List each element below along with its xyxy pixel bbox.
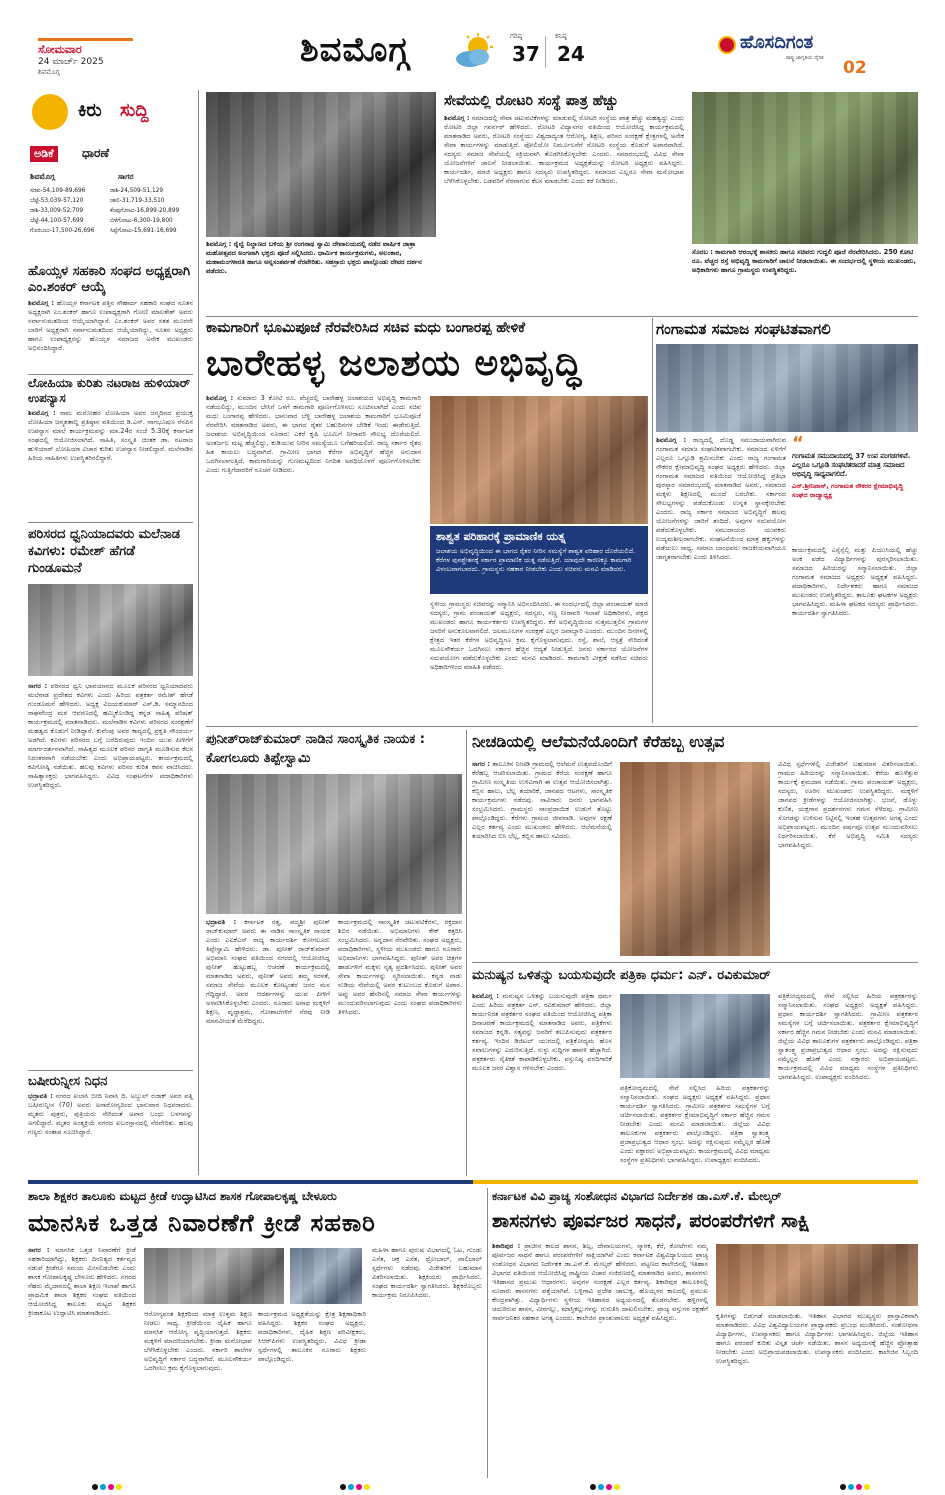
gangamata-text-c: ಕಾರ್ಯಕ್ರಮದಲ್ಲಿ ಎಸ್ಸೆಸ್ಸೆಲ್ಸಿ ಮತ್ತು ಪಿಯುಸಿಯಲ್ಲಿ ಹೆಚ್ಚು ಅಂಕ ಪಡೆದ ವಿದ್ಯಾರ್ಥಿಗಳನ್ನು ಪುರಸ್ಕರಿಸಲಾಯಿತು. ಸಮಾಜದ ಹಿರಿಯರನ್ನು ಸನ್ಮಾನಿಸಲಾಯಿತು. ಜಿಲ್ಲಾ ಗಂಗಾಮತ ಸಮಾಜದ ಅಧ್ಯಕ್ಷರು ಅಧ್ಯಕ್ಷತೆ ವಹಿಸಿದ್ದರು. ಪದಾಧಿಕಾರಿಗಳು, ನಿರ್ದೇಶಕರು ಹಾಗೂ ಸಮಾಜದ ಮುಖಂಡರು ಉಪಸ್ಥಿತರಿದ್ದರು. ತಾಲೂಕು ಘಟಕಗಳ ಅಧ್ಯಕ್ಷರು ಭಾಗವಹಿಸಿದ್ದರು. ಮಹಿಳಾ ಘಟಕದ ಸದಸ್ಯರು ಪ್ರಾರ್ಥಿಸಿದರು. ಕಾರ್ಯದರ್ಶಿ ಸ್ವಾಗತಿಸಿದರು. <box>792 546 918 617</box>
melkar-body-a <box>492 1242 708 1474</box>
reg-dot <box>356 1484 362 1490</box>
ravikumar-text-a: ಮನುಷ್ಯನ ಒಳಿತನ್ನು ಬಯಸುವುದೇ ಪತ್ರಿಕಾ ಧರ್ಮ ಎಂದು ಹಿರಿಯ ಪತ್ರಕರ್ತ ಎನ್. ರವಿಕುಮಾರ್ ಹೇಳಿದರು. ಜಿಲ್ಲಾ ಕಾರ್ಯನಿರತ ಪತ್ರಕರ್ತರ ಸಂಘದ ವತಿಯಿಂದ ಆಯೋಜಿಸಿದ್ದ ಪತ್ರಿಕಾ ದಿನಾಚರಣೆ ಕಾರ್ಯಕ್ರಮದಲ್ಲಿ ಮಾತನಾಡಿದ ಅವರು, ಪತ್ರಿಕೆಗಳು ಸಮಾಜದ ಕನ್ನಡಿ. ಸತ್ಯವನ್ನು ಜನರಿಗೆ ತಲುಪಿಸುವುದು ಪತ್ರಕರ್ತರ ಕರ್ತವ್ಯ. ಇಂದಿನ ಡಿಜಿಟಲ್ ಯುಗದಲ್ಲಿ ಪತ್ರಿಕೋದ್ಯಮ ಹೊಸ ಸವಾಲುಗಳನ್ನು ಎದುರಿಸುತ್ತಿದೆ. ಸುಳ್ಳು ಸುದ್ದಿಗಳ ಹಾವಳಿ ಹೆಚ್ಚಾಗಿದೆ. ಪತ್ರಕರ್ತರು ನೈತಿಕತೆ ಕಾಪಾಡಿಕೊಳ್ಳಬೇಕು. ವಸ್ತುನಿಷ್ಠ ವರದಿಗಾರಿಕೆ ಮೂಲಕ ಜನರ ವಿಶ್ವಾಸ ಗಳಿಸಬೇಕು ಎಂದರು. <box>472 992 612 1072</box>
keredu-dateline: ಸಾಗರ : <box>472 760 491 768</box>
keredu-photo <box>620 762 770 956</box>
lead-kicker: ಕಾಮಗಾರಿಗೆ ಭೂಮಿಪೂಜೆ ನೆರವೇರಿಸಿದ ಸಚಿವ ಮಧು ಬಂಗಾರಪ್ಪ ಹೇಳಿಕೆ <box>206 320 526 336</box>
melkar-photo <box>716 1244 918 1306</box>
ravikumar-body-b <box>620 1084 770 1174</box>
gangamata-dateline: ಶಿವಮೊಗ್ಗ : <box>656 436 687 444</box>
gangamata-text-b: ರಾಜ್ಯ ಸರ್ಕಾರ ಸಮಾಜದ ಅಭಿವೃದ್ಧಿಗೆ ಹಲವು ಯೋಜನೆಗಳನ್ನು ಜಾರಿಗೆ ತಂದಿದೆ. ಅವುಗಳ ಸದುಪಯೋಗ ಪಡೆದುಕೊಳ್ಳಬೇಕು. ಸಮುದಾಯದ ಯುವಕರು ಉದ್ಯಮಶೀಲರಾಗಬೇಕು. ಸಂಘಟನೆಯಿಂದ ಮಾತ್ರ ಹಕ್ಕುಗಳನ್ನು ಪಡೆಯಲು ಸಾಧ್ಯ. ಸಮಾಜ ಬಾಂಧವರು ರಾಜಕೀಯವಾಗಿಯೂ ಜಾಗೃತರಾಗಬೇಕು ಎಂದು ತಿಳಿಸಿದರು. <box>656 508 786 561</box>
lead-photo <box>430 396 648 524</box>
temp-divider <box>545 36 546 68</box>
adike-row <box>30 226 195 236</box>
lead-quote-body: ಜಲಾಶಯ ಅಭಿವೃದ್ಧಿಯಿಂದ ಈ ಭಾಗದ ರೈತರ ನೀರಿನ ಸಮಸ್ಯೆಗೆ ಶಾಶ್ವತ ಪರಿಹಾರ ದೊರೆಯಲಿದೆ. ಕೆರೆಗಳ ಪುನಶ್ಚೇತನಕ್ಕೆ ಸರ್ಕಾರ ಪ್ರಾಮಾಣಿಕ ಯತ್ನ ನಡೆಸುತ್ತಿದೆ. ಯಾವುದೇ ಕಾರಣಕ್ಕೂ ಕಾಮಗಾರಿ ವಿಳಂಬವಾಗಬಾರದು. ಗ್ರಾಮಸ್ಥರು ಸಹಕಾರ ನೀಡಬೇಕು ಎಂದು ಸಚಿವರು ಮನವಿ ಮಾಡಿದರು. <box>436 547 636 573</box>
road-photo <box>692 92 918 244</box>
gangamata-quote <box>792 433 918 540</box>
header-date-box <box>38 38 133 76</box>
left-story-3 <box>28 526 193 1086</box>
puneeth-photo <box>206 774 462 914</box>
sports-body-d <box>372 1246 482 1474</box>
reg-dot <box>590 1484 596 1490</box>
left-story-4-body <box>28 1092 193 1166</box>
gangamata-photo <box>656 344 918 432</box>
hand-icon <box>32 94 68 130</box>
kirusuddi-label-a: ಕಿರು <box>78 100 102 121</box>
adike-cell: ಬೆಟ್ಟೆ-44,100-57,699 <box>30 218 84 224</box>
left-story-2-text: ರಾಮ ಮನೋಹರ ಲೋಹಿಯಾ ಅವರ ಜನ್ಮದಿನದ ಪ್ರಯುಕ್ತ ಲೋಹಿಯಾ ಜನ್ಮಶತಾಬ್ದಿ ಪ್ರತಿಷ್ಠಾನ ವತಿಯಿಂದ ಡಿ.ಎನ್. ನಾಗಭೂಷಣ ನೆನಪಿನ ಉಪನ್ಯಾಸ ಮಾಲೆ ಕಾರ್ಯಕ್ರಮವನ್ನು ಮಾ.24ರ ಸಂಜೆ 5.30ಕ್ಕೆ ಕರ್ನಾಟಕ ಸಂಘದಲ್ಲಿ ಆಯೋಜಿಸಲಾಗಿದೆ. ಸಾಹಿತಿ, ಸಂಸ್ಕೃತಿ ಚಿಂತಕ ಡಾ. ನಟರಾಜ ಹುಳಿಯಾರ್ ಲೋಹಿಯಾ ವಿಚಾರ ಕುರಿತು ಉಪನ್ಯಾಸ ನೀಡಲಿದ್ದಾರೆ. ಮಲೆನಾಡಿನ ಹಿರಿಯ ಸಾಹಿತಿಗಳು ಉಪಸ್ಥಿತರಿರಲಿದ್ದಾರೆ. <box>28 409 193 462</box>
registration-marks <box>0 1484 945 1492</box>
header-edition: ಶಿವಮೊಗ್ಗ <box>38 68 60 76</box>
adike-cell: ಸರಕು-54,109-89,696 <box>30 188 86 194</box>
reg-dot <box>348 1484 354 1490</box>
header <box>0 0 945 82</box>
melkar-text-c: ಕೃತಿಗಳನ್ನು ಬಿಡುಗಡೆ ಮಾಡಲಾಯಿತು. ಇತಿಹಾಸ ವಿಭಾಗದ ಮುಖ್ಯಸ್ಥರು ಪ್ರಾಸ್ತಾವಿಕವಾಗಿ ಮಾತನಾಡಿದರು. ವಿವಿಧ ವಿಶ್ವವಿದ್ಯಾಲಯಗಳ ಪ್ರಾಧ್ಯಾಪಕರು ಪ್ರಬಂಧ ಮಂಡಿಸಿದರು. ಸಂಶೋಧನಾ ವಿದ್ಯಾರ್ಥಿಗಳು, ಉಪನ್ಯಾಸಕರು ಹಾಗೂ ವಿದ್ಯಾರ್ಥಿಗಳು ಭಾಗವಹಿಸಿದ್ದರು. ಜಿಲ್ಲೆಯ ಇತಿಹಾಸ ಹಾಗೂ ಪರಂಪರೆ ಕುರಿತು ವಿಸ್ತೃತ ಚರ್ಚೆ ನಡೆಯಿತು. ಶಾಸನ ಅಧ್ಯಯನಕ್ಕೆ ಹೆಚ್ಚಿನ ಪ್ರೋತ್ಸಾಹ ನೀಡಬೇಕು ಎಂದು ಅಭಿಪ್ರಾಯಪಡಲಾಯಿತು. ಉಪನ್ಯಾಸಕರು ವಂದಿಸಿದರು. ಕಾಲೇಜಿನ ಸಿಬ್ಬಂದಿ ಉಪಸ್ಥಿತರಿದ್ದರು. <box>716 1312 918 1365</box>
logo-icon <box>718 36 736 54</box>
ravikumar-head: ಮನುಷ್ಯನ ಒಳಿತನ್ನು ಬಯಸುವುದೇ ಪತ್ರಿಕಾ ಧರ್ಮ: ಎನ್. ರವಿಕುಮಾರ್ <box>472 968 771 983</box>
sports-body-b <box>144 1310 252 1474</box>
header-day: ಸೋಮವಾರ <box>38 43 82 56</box>
left-story-2-head: ಲೋಹಿಯಾ ಕುರಿತು ನಟರಾಜ ಹುಳಿಯಾರ್ ಉಪನ್ಯಾಸ <box>28 376 191 405</box>
ravikumar-text-c: ಪತ್ರಿಕೋದ್ಯಮದಲ್ಲಿ ಸೇವೆ ಸಲ್ಲಿಸಿದ ಹಿರಿಯ ಪತ್ರಕರ್ತರನ್ನು ಸನ್ಮಾನಿಸಲಾಯಿತು. ಸಂಘದ ಅಧ್ಯಕ್ಷರು ಅಧ್ಯಕ್ಷತೆ ವಹಿಸಿದ್ದರು. ಪ್ರಧಾನ ಕಾರ್ಯದರ್ಶಿ ಸ್ವಾಗತಿಸಿದರು. ಗ್ರಾಮೀಣ ಪತ್ರಕರ್ತರ ಸಮಸ್ಯೆಗಳ ಬಗ್ಗೆ ಚರ್ಚಿಸಲಾಯಿತು. ಪತ್ರಕರ್ತರ ಕ್ಷೇಮಾಭಿವೃದ್ಧಿಗೆ ಸರ್ಕಾರ ಹೆಚ್ಚಿನ ಗಮನ ನೀಡಬೇಕು ಎಂದು ಮನವಿ ಮಾಡಲಾಯಿತು. ಜಿಲ್ಲೆಯ ವಿವಿಧ ತಾಲೂಕುಗಳ ಪತ್ರಕರ್ತರು ಪಾಲ್ಗೊಂಡಿದ್ದರು. ಪತ್ರಿಕಾ ಸ್ವಾತಂತ್ರ್ಯ ಪ್ರಜಾಪ್ರಭುತ್ವದ ಆಧಾರ ಸ್ತಂಭ. ಅದನ್ನು ರಕ್ಷಿಸುವುದು ನಮ್ಮೆಲ್ಲರ ಹೊಣೆ ಎಂದು ವಕ್ತಾರರು ಅಭಿಪ್ರಾಯಪಟ್ಟರು. ಕಾರ್ಯಕ್ರಮದಲ್ಲಿ ವಿವಿಧ ಮಾಧ್ಯಮ ಸಂಸ್ಥೆಗಳ ಪ್ರತಿನಿಧಿಗಳು ಭಾಗವಹಿಸಿದ್ದರು. ಉಪಾಧ್ಯಕ್ಷರು ವಂದಿಸಿದರು. <box>778 992 918 1081</box>
quote-icon: “ <box>792 433 804 454</box>
max-temp-label: ಗರಿಷ್ಠ <box>510 32 523 40</box>
header-date: 24 ಮಾರ್ಚ್ 2025 <box>38 57 104 67</box>
divider <box>28 522 193 523</box>
ravikumar-photo <box>620 994 770 1078</box>
left-story-4-dateline: ಭದ್ರಾವತಿ : <box>28 1092 53 1100</box>
left-story-1-body <box>28 299 193 369</box>
ravikumar-body-a <box>472 992 612 1174</box>
rotary-story <box>444 92 684 314</box>
ravikumar-body-c <box>778 992 918 1174</box>
lead-dateline: ಶಿವಮೊಗ್ಗ : <box>206 394 234 402</box>
keredu-text-b: ವಿವಿಧ ಸ್ಪರ್ಧೆಗಳಲ್ಲಿ ವಿಜೇತರಿಗೆ ಬಹುಮಾನ ವಿತರಿಸಲಾಯಿತು. ಗ್ರಾಮದ ಹಿರಿಯರನ್ನು ಸನ್ಮಾನಿಸಲಾಯಿತು. ಕೆರೆಯ ಹೂಳೆತ್ತುವ ಕಾರ್ಯಕ್ಕೆ ಶ್ರಮದಾನ ನಡೆಯಿತು. ಗ್ರಾಮ ಪಂಚಾಯತ್ ಅಧ್ಯಕ್ಷರು, ಸದಸ್ಯರು, ಊರಿನ ಮುಖಂಡರು ಉಪಸ್ಥಿತರಿದ್ದರು. ಮಕ್ಕಳಿಗೆ ಜಾನಪದ ಕ್ರೀಡೆಗಳನ್ನು ಆಯೋಜಿಸಲಾಗಿತ್ತು. ಭಜನೆ, ಡೊಳ್ಳು ಕುಣಿತ, ಯಕ್ಷಗಾನ ಪ್ರದರ್ಶನಗಳು ಗಮನ ಸೆಳೆದವು. ಗ್ರಾಮೀಣ ಸೊಗಡನ್ನು ಉಳಿಸುವ ನಿಟ್ಟಿನಲ್ಲಿ ಇಂತಹ ಉತ್ಸವಗಳು ಅಗತ್ಯ ಎಂದು ಅಭಿಪ್ರಾಯಪಟ್ಟರು. ಮುಂದಿನ ವರ್ಷವೂ ಉತ್ಸವ ಮುಂದುವರಿಸಲು ನಿರ್ಧರಿಸಲಾಯಿತು. ಕೆರೆ ಅಭಿವೃದ್ಧಿ ಸಮಿತಿ ಸದಸ್ಯರು ಭಾಗವಹಿಸಿದ್ದರು. <box>778 760 918 849</box>
reg-dot <box>108 1484 114 1490</box>
rotary-dateline: ಶಿವಮೊಗ್ಗ : <box>444 114 470 122</box>
sports-text-d: ಮಹಿಳಾ ಹಾಗೂ ಪುರುಷ ವಿಭಾಗದಲ್ಲಿ ಓಟ, ಗುಂಡು ಎಸೆತ, ಚಕ್ರ ಎಸೆತ, ಥ್ರೋಬಾಲ್, ವಾಲಿಬಾಲ್ ಸ್ಪರ್ಧೆಗಳು ನಡೆದವು. ವಿಜೇತರಿಗೆ ಬಹುಮಾನ ವಿತರಿಸಲಾಯಿತು. ಶಿಕ್ಷಕಿಯರು ಪ್ರಾರ್ಥಿಸಿದರು. ಸಂಘದ ಕಾರ್ಯದರ್ಶಿ ಸ್ವಾಗತಿಸಿದರು. ಶಿಕ್ಷಕರೊಬ್ಬರು ಕಾರ್ಯಕ್ರಮ ನಿರೂಪಿಸಿದರು. <box>372 1246 482 1299</box>
adike-title-a: ಅಡಿಕೆ <box>30 146 58 162</box>
masthead: ಶಿವಮೊಗ್ಗ <box>300 30 410 70</box>
ravikumar-text-b: ಪತ್ರಿಕೋದ್ಯಮದಲ್ಲಿ ಸೇವೆ ಸಲ್ಲಿಸಿದ ಹಿರಿಯ ಪತ್ರಕರ್ತರನ್ನು ಸನ್ಮಾನಿಸಲಾಯಿತು. ಸಂಘದ ಅಧ್ಯಕ್ಷರು ಅಧ್ಯಕ್ಷತೆ ವಹಿಸಿದ್ದರು. ಪ್ರಧಾನ ಕಾರ್ಯದರ್ಶಿ ಸ್ವಾಗತಿಸಿದರು. ಗ್ರಾಮೀಣ ಪತ್ರಕರ್ತರ ಸಮಸ್ಯೆಗಳ ಬಗ್ಗೆ ಚರ್ಚಿಸಲಾಯಿತು. ಪತ್ರಕರ್ತರ ಕ್ಷೇಮಾಭಿವೃದ್ಧಿಗೆ ಸರ್ಕಾರ ಹೆಚ್ಚಿನ ಗಮನ ನೀಡಬೇಕು ಎಂದು ಮನವಿ ಮಾಡಲಾಯಿತು. ಜಿಲ್ಲೆಯ ವಿವಿಧ ತಾಲೂಕುಗಳ ಪತ್ರಕರ್ತರು ಪಾಲ್ಗೊಂಡಿದ್ದರು. ಪತ್ರಿಕಾ ಸ್ವಾತಂತ್ರ್ಯ ಪ್ರಜಾಪ್ರಭುತ್ವದ ಆಧಾರ ಸ್ತಂಭ. ಅದನ್ನು ರಕ್ಷಿಸುವುದು ನಮ್ಮೆಲ್ಲರ ಹೊಣೆ ಎಂದು ವಕ್ತಾರರು ಅಭಿಪ್ರಾಯಪಟ್ಟರು. ಕಾರ್ಯಕ್ರಮದಲ್ಲಿ ವಿವಿಧ ಮಾಧ್ಯಮ ಸಂಸ್ಥೆಗಳ ಪ್ರತಿನಿಧಿಗಳು ಭಾಗವಹಿಸಿದ್ದರು. ಉಪಾಧ್ಯಕ್ಷರು ವಂದಿಸಿದರು. <box>620 1084 770 1164</box>
left-story-3-text: ಪರಿಸರದ ಧ್ವನಿ ಭಾವಯಾನದ ಮೂಲಕ ಪರಿಸರದ ಧ್ವನಿಯಾದವರು ಮಲೆನಾಡ ಪ್ರದೇಶದ ಕವಿಗಳು ಎಂದು ಹಿರಿಯ ಪತ್ರಕರ್ತ ರಮೇಶ್ ಹೆಗಡೆ ಗುಂಡೂಮನೆ ಹೇಳಿದರು. ಅಧ್ಯಕ್ಷ ವಿಜಯಕುಮಾರ್ ಎಸ್.ಡಿ. ಸಮ್ಮಾನದಿಂದ ರಾಘವೇಂದ್ರ ಮಠ ಆವರಣದಲ್ಲಿ ಹಮ್ಮಿಕೊಂಡಿದ್ದ ಕನ್ನಡ ಸಾಹಿತ್ಯ ಪರಿಷತ್ ಕಾರ್ಯಕ್ರಮದಲ್ಲಿ ಮಾತನಾಡಿದರು. ಮಲೆನಾಡಿನ ಕವಿಗಳು ಪರಿಸರದ ಸಂರಕ್ಷಣೆಗೆ ಮಹತ್ವದ ಕೊಡುಗೆ ನೀಡಿದ್ದಾರೆ. ಕುವೆಂಪು ಅವರ ಕಾವ್ಯದಲ್ಲಿ ಪ್ರಕೃತಿ ಸೌಂದರ್ಯ ಅಡಗಿದೆ. ಕವಿಗಳು ಪರಿಸರದ ಬಗ್ಗೆ ಬರೆದಿರುವುದು ಇಂದಿನ ಯುವ ಪೀಳಿಗೆಗೆ ಮಾರ್ಗದರ್ಶನವಾಗಿದೆ. ಸಾಹಿತ್ಯದ ಮೂಲಕ ಪರಿಸರ ಜಾಗೃತಿ ಮೂಡಿಸುವ ಕೆಲಸ ನಿರಂತರವಾಗಿ ನಡೆಯಬೇಕು ಎಂದು ಅಭಿಪ್ರಾಯಪಟ್ಟರು. ಕಾರ್ಯಕ್ರಮದಲ್ಲಿ ಕವಿಗೋಷ್ಠಿ ನಡೆಯಿತು. ಹಲವು ಕವಿಗಳು ಪರಿಸರ ಕುರಿತ ಕವನ ವಾಚಿಸಿದರು. ಸಾಹಿತ್ಯಾಸಕ್ತರು ಭಾಗವಹಿಸಿದ್ದರು. ವಿವಿಧ ಸಂಘಟನೆಗಳ ಪದಾಧಿಕಾರಿಗಳು ಉಪಸ್ಥಿತರಿದ್ದರು. <box>28 682 193 789</box>
page-number: 02 <box>843 58 867 78</box>
adike-cell: ಬೆಟ್ಟೆ-53,039-57,120 <box>30 198 84 204</box>
sports-kicker: ಶಾಲಾ ಶಿಕ್ಷಕರ ತಾಲೂಕು ಮಟ್ಟದ ಕ್ರೀಡೆ ಉದ್ಘಾಟಿಸಿದ ಶಾಸಕ ಗೋಪಾಲಕೃಷ್ಣ ಬೇಳೂರು <box>28 1189 337 1203</box>
reg-dot <box>864 1484 870 1490</box>
bottom-band-bar <box>28 1180 918 1184</box>
divider <box>472 962 918 963</box>
adike-cell: ಗೊರಬಲು-17,500-26,696 <box>30 228 95 234</box>
reg-dot <box>92 1484 98 1490</box>
adike-row <box>30 206 195 216</box>
keredu-body-a <box>472 760 612 956</box>
reg-dot <box>856 1484 862 1490</box>
paper-name: ಹೊಸದಿಗಂತ <box>740 32 814 53</box>
adike-cell: ಬಿಳೆಗೋಟು-6,300-19,800 <box>110 218 173 224</box>
reg-dot <box>840 1484 846 1490</box>
road-caption-text: ಕಾಮಗಾರಿ ಆರಂಭಕ್ಕೆ ಶಾಸಕರು ಹಾಗೂ ಸಚಿವರು ಗುದ್ದಲಿ ಪೂಜೆ ನೆರವೇರಿಸಿದರು. 250 ಕೋಟಿ ರೂ. ವೆಚ್ಚದ ರಸ್ತೆ ಅಭಿವೃದ್ಧಿ ಕಾಮಗಾರಿಗೆ ಚಾಲನೆ ನೀಡಲಾಯಿತು. ಈ ಸಂದರ್ಭದಲ್ಲಿ ಸ್ಥಳೀಯ ಮುಖಂಡರು, ಅಧಿಕಾರಿಗಳು ಹಾಗೂ ಗ್ರಾಮಸ್ಥರು ಉಪಸ್ಥಿತರಿದ್ದರು. <box>692 248 916 274</box>
adike-row <box>30 186 195 196</box>
gangamata-story <box>656 318 918 723</box>
lead-text-b: ಸ್ಥಳೀಯ ಗ್ರಾಮಸ್ಥರು ಸಚಿವರನ್ನು ಸನ್ಮಾನಿಸಿ ಅಭಿನಂದಿಸಿದರು. ಈ ಸಂದರ್ಭದಲ್ಲಿ ಜಿಲ್ಲಾ ಪಂಚಾಯತ್ ಮಾಜಿ ಸದಸ್ಯರು, ಗ್ರಾಮ ಪಂಚಾಯತ್ ಅಧ್ಯಕ್ಷರು, ಸದಸ್ಯರು, ಸಣ್ಣ ನೀರಾವರಿ ಇಲಾಖೆ ಅಧಿಕಾರಿಗಳು, ಪಕ್ಷದ ಮುಖಂಡರು ಹಾಗೂ ಕಾರ್ಯಕರ್ತರು ಉಪಸ್ಥಿತರಿದ್ದರು. ಕೆರೆ ಅಭಿವೃದ್ಧಿಯಿಂದ ಸುತ್ತಮುತ್ತಲಿನ ಗ್ರಾಮಗಳ ಜನರಿಗೆ ಅನುಕೂಲವಾಗಲಿದೆ. ಜಲಮೂಲಗಳ ಸಂರಕ್ಷಣೆ ಎಲ್ಲರ ಜವಾಬ್ದಾರಿ ಎಂದರು. ಮುಂದಿನ ದಿನಗಳಲ್ಲಿ ಕ್ಷೇತ್ರದ ಇತರ ಕೆರೆಗಳ ಅಭಿವೃದ್ಧಿಗೂ ಕ್ರಮ ಕೈಗೊಳ್ಳಲಾಗುವುದು. ರಸ್ತೆ, ಶಾಲೆ, ಆಸ್ಪತ್ರೆ ಸೇರಿದಂತೆ ಮೂಲಸೌಕರ್ಯ ಒದಗಿಸಲು ಸರ್ಕಾರ ಹೆಚ್ಚಿನ ಆದ್ಯತೆ ನೀಡುತ್ತಿದೆ. ಜನರು ಸರ್ಕಾರದ ಯೋಜನೆಗಳ ಸದುಪಯೋಗ ಪಡೆದುಕೊಳ್ಳಬೇಕು ಎಂದು ಮನವಿ ಮಾಡಿದರು. ಕಾಮಗಾರಿ ವೀಕ್ಷಣೆ ನಡೆಸಿದ ಸಚಿವರು ಅಧಿಕಾರಿಗಳಿಂದ ಮಾಹಿತಿ ಪಡೆದರು. <box>430 600 648 671</box>
melkar-kicker: ಕರ್ನಾಟಕ ವಿವಿ ಪ್ರಾಚ್ಯ ಸಂಶೋಧನ ವಿಭಾಗದ ನಿರ್ದೇಶಕ ಡಾ.ಎಸ್.ಕೆ. ಮೇಲ್ಕರ್ <box>492 1189 782 1203</box>
reg-dot <box>848 1484 854 1490</box>
left-story-1-text: ಹೊಯ್ಸಳ ಕರ್ನಾಟಕ ಪತ್ತಿನ ಸೌಹಾರ್ದ ಸಹಕಾರಿ ಸಂಘದ ನೂತನ ಅಧ್ಯಕ್ಷರಾಗಿ ಎಂ.ಶಂಕರ್ ಹಾಗೂ ಉಪಾಧ್ಯಕ್ಷರಾಗಿ ಗೋಣಿ ಮಾಲತೇಶ್ ಅವರು ಸರ್ವಾನುಮತದಿಂದ ಆಯ್ಕೆಯಾಗಿದ್ದಾರೆ. ಎಂ.ಶಂಕರ್ ಅವರ ಸತತ ಮೂರನೇ ಬಾರಿಗೆ ಅಧ್ಯಕ್ಷರಾಗಿ ಸರ್ವಾನುಮತದಿಂದ ಆಯ್ಕೆಯಾಗಿದ್ದು, ನೂತನ ಅಧ್ಯಕ್ಷರು ಹಾಗೂ ಉಪಾಧ್ಯಕ್ಷರನ್ನು ಹೊಯ್ಸಳ ಸಮಾಜದ ಅನೇಕ ಮುಖಂಡರು ಅಭಿನಂದಿಸಿದ್ದಾರೆ. <box>28 299 193 352</box>
keredu-head: ನೀಚಡಿಯಲ್ಲಿ ಆಲೆಮನೆಯೊಂದಿಗೆ ಕೆರೆಹಬ್ಬ ಉತ್ಸವ <box>472 732 725 751</box>
band-navy <box>28 1180 473 1184</box>
sports-photo-2 <box>290 1248 362 1304</box>
keredu-story <box>472 730 918 958</box>
adike-row <box>30 216 195 226</box>
weather-icon <box>452 33 496 69</box>
rotary-head: ಸೇವೆಯಲ್ಲಿ ರೋಟರಿ ಸಂಸ್ಥೆ ಪಾತ್ರ ಹೆಚ್ಚು <box>444 93 619 109</box>
column-rule <box>198 90 199 1175</box>
divider <box>28 374 193 375</box>
puneeth-body-b <box>338 918 462 1172</box>
left-story-2-dateline: ಶಿವಮೊಗ್ಗ : <box>28 409 56 417</box>
lead-quote-box <box>430 526 648 594</box>
adike-cell: ರಾಶಿ-33,009-52,709 <box>30 208 84 214</box>
lead-head: ಬಾರೇಹಳ್ಳ ಜಲಾಶಯ ಅಭಿವೃದ್ಧಿ <box>206 343 583 384</box>
gangamata-quote-text: ಗಂಗಾಮತ ಸಮುದಾಯದಲ್ಲಿ 37 ಉಪ ಪಂಗಡಗಳಿವೆ. ಎಲ್ಲರೂ ಒಗ್ಗೂಡಿ ಸಂಘಟಿತರಾದರೆ ಮಾತ್ರ ಸಮಾಜದ ಅಭಿವೃದ್ಧಿ ಸಾಧ್ಯವಾಗಲಿದೆ. <box>792 452 911 478</box>
puneeth-dateline: ಭದ್ರಾವತಿ : <box>206 918 237 926</box>
left-story-3-dateline: ಸಾಗರ : <box>28 682 48 690</box>
melkar-story <box>492 1188 918 1478</box>
gangamata-head: ಗಂಗಾಮತ ಸಮಾಜ ಸಂಘಟಿತವಾಗಲಿ <box>656 320 831 338</box>
sports-body-c <box>258 1310 366 1474</box>
road-caption-dateline: ಸೊರಬ : <box>692 248 713 256</box>
divider <box>28 1070 193 1071</box>
min-temp: 24 <box>557 42 585 66</box>
adike-table <box>30 186 195 236</box>
reg-dot <box>116 1484 122 1490</box>
adike-cell: ಕೆಂಪುಗೋಟು-16,899-20,899 <box>110 208 180 214</box>
reg-dot <box>614 1484 620 1490</box>
left-story-2-body <box>28 409 193 499</box>
melkar-head: ಶಾಸನಗಳು ಪೂರ್ವಜರ ಸಾಧನೆ, ಪರಂಪರೆಗಳಿಗೆ ಸಾಕ್ಷಿ <box>492 1210 810 1232</box>
melkar-body-c <box>716 1312 918 1474</box>
reg-dot <box>340 1484 346 1490</box>
temple-photo <box>206 92 436 237</box>
lead-body-b <box>430 600 648 720</box>
melkar-text-b: ವಿದ್ಯಾರ್ಥಿಗಳು ಸ್ಥಳೀಯ ಇತಿಹಾಸದ ಅಧ್ಯಯನದಲ್ಲಿ ತೊಡಗಬೇಕು. ಹಳ್ಳಿಗಳಲ್ಲಿ ಚದುರಿರುವ ಶಾಸನ, ವೀರಗಲ್ಲು, ಮಾಸ್ತಿಕಲ್ಲುಗಳನ್ನು ಗುರುತಿಸಿ ದಾಖಲಿಸಬೇಕು. ಪ್ರಾಚ್ಯ ವಸ್ತುಗಳ ರಕ್ಷಣೆಗೆ ಸಾರ್ವಜನಿಕರ ಸಹಕಾರ ಅಗತ್ಯ ಎಂದರು. ಕಾಲೇಜಿನ ಪ್ರಾಂಶುಪಾಲರು ಅಧ್ಯಕ್ಷತೆ ವಹಿಸಿದ್ದರು. <box>492 1296 708 1322</box>
left-story-4-text: ನಗರದ ಖಲಾಸಿ ಬೀದಿ ನಿವಾಸಿ ದಿ. ಅಬ್ದುಲ್ ರಜಾಕ್ ಅವರ ಪತ್ನಿ ಬಷೀರುನ್ನೀಸ (70) ಅವರು ಅನಾರೋಗ್ಯದಿಂದ ಭಾನುವಾರ ನಿಧನರಾದರು. ಮೃತರು ಪುತ್ರರು, ಪುತ್ರಿಯರು ಸೇರಿದಂತೆ ಅಪಾರ ಬಂಧು ಬಳಗವನ್ನು ಅಗಲಿದ್ದಾರೆ. ಮೃತರ ಅಂತ್ಯಕ್ರಿಯೆ ನಗರದ ಖಬರಸ್ತಾನದಲ್ಲಿ ನೆರವೇರಿತು. ಹಲವು ಗಣ್ಯರು ಸಂತಾಪ ಸೂಚಿಸಿದ್ದಾರೆ. <box>28 1092 193 1136</box>
divider <box>206 726 918 727</box>
kirusuddi-badge <box>28 92 193 132</box>
left-story-1 <box>28 264 193 386</box>
temple-caption <box>206 240 436 312</box>
sports-text-b: ಆರೋಗ್ಯವಂತ ಶಿಕ್ಷಕರಿಂದ ಮಾತ್ರ ಉತ್ತಮ ಶಿಕ್ಷಣ ನೀಡಲು ಸಾಧ್ಯ. ಕ್ರೀಡೆಯಿಂದ ದೈಹಿಕ ಹಾಗೂ ಮಾನಸಿಕ ಆರೋಗ್ಯ ವೃದ್ಧಿಯಾಗುತ್ತದೆ. ಶಿಕ್ಷಕರು ಮಕ್ಕಳಿಗೆ ಮಾದರಿಯಾಗಬೇಕು. ಕ್ರೀಡಾ ಮನೋಭಾವ ಬೆಳೆಸಿಕೊಳ್ಳಬೇಕು ಎಂದರು. ಸರ್ಕಾರಿ ಶಾಲೆಗಳ ಅಭಿವೃದ್ಧಿಗೆ ಸರ್ಕಾರ ಬದ್ಧವಾಗಿದೆ. ಮೂಲಸೌಕರ್ಯ ಒದಗಿಸಲು ಕ್ರಮ ಕೈಗೊಳ್ಳಲಾಗುವುದು. <box>144 1310 252 1372</box>
puneeth-body-a <box>206 918 330 1172</box>
left-story-1-head: ಹೊಯ್ಸಳ ಸಹಕಾರಿ ಸಂಘದ ಅಧ್ಯಕ್ಷರಾಗಿ ಎಂ.ಶಂಕರ್ ಆಯ್ಕೆ <box>28 264 191 295</box>
reg-dot <box>606 1484 612 1490</box>
temple-caption-dateline: ಶಿವಮೊಗ್ಗ : <box>206 240 232 248</box>
puneeth-story <box>206 730 462 1176</box>
column-rule <box>652 318 653 723</box>
sports-head: ಮಾನಸಿಕ ಒತ್ತಡ ನಿವಾರಣೆಗೆ ಕ್ರೀಡೆ ಸಹಕಾರಿ <box>28 1209 376 1237</box>
divider <box>206 316 918 317</box>
reg-dot <box>364 1484 370 1490</box>
gangamata-text-a: ರಾಜ್ಯದಲ್ಲಿ ದೊಡ್ಡ ಸಮುದಾಯವಾಗಿರುವ ಗಂಗಾಮತ ಸಮಾಜ ಸಂಘಟಿತವಾಗಬೇಕು. ಸಮಾಜದ ಏಳಿಗೆಗೆ ಎಲ್ಲರೂ ಒಗ್ಗೂಡಿ ಶ್ರಮಿಸಬೇಕು ಎಂದು ರಾಜ್ಯ ಗಂಗಾಮತ ನೌಕರರ ಕ್ಷೇಮಾಭಿವೃದ್ಧಿ ಸಂಘದ ಅಧ್ಯಕ್ಷರು ಹೇಳಿದರು. ಜಿಲ್ಲಾ ಗಂಗಾಮತ ಸಮಾಜದ ವತಿಯಿಂದ ಆಯೋಜಿಸಿದ್ದ ಪ್ರತಿಭಾ ಪುರಸ್ಕಾರ ಸಮಾರಂಭದಲ್ಲಿ ಮಾತನಾಡಿದ ಅವರು, ಸಮಾಜದ ಮಕ್ಕಳು ಶಿಕ್ಷಣದಲ್ಲಿ ಮುಂದೆ ಬರಬೇಕು. ಸರ್ಕಾರದ ಸೌಲಭ್ಯಗಳನ್ನು ಪಡೆದುಕೊಂಡು ಉನ್ನತ ಸ್ಥಾನಕ್ಕೇರಬೇಕು ಎಂದರು. <box>656 436 786 516</box>
adike-col1-head: ಶಿವಮೊಗ್ಗ <box>30 172 55 181</box>
adike-row <box>30 196 195 206</box>
melkar-text-a: ಪ್ರಾಚೀನ ಕಾಲದ ಶಾಸನ, ಶಿಲ್ಪ, ದೇವಾಲಯಗಳು, ಸ್ಮಾರಕ, ಕೆರೆ, ಕೋಟೆಗಳು ನಮ್ಮ ಪೂರ್ವಜರ ಸಾಧನೆ ಹಾಗೂ ಪರಂಪರೆಗಳಿಗೆ ಸಾಕ್ಷಿಯಾಗಿವೆ ಎಂದು ಕರ್ನಾಟಕ ವಿಶ್ವವಿದ್ಯಾಲಯದ ಪ್ರಾಚ್ಯ ಸಂಶೋಧನ ವಿಭಾಗದ ನಿರ್ದೇಶಕ ಡಾ.ಎಸ್.ಕೆ. ಮೇಲ್ಕರ್ ಹೇಳಿದರು. ಪಟ್ಟಣದ ಕಾಲೇಜಿನಲ್ಲಿ ಇತಿಹಾಸ ವಿಭಾಗದ ವತಿಯಿಂದ ಆಯೋಜಿಸಿದ್ದ ರಾಷ್ಟ್ರೀಯ ವಿಚಾರ ಸಂಕಿರಣದಲ್ಲಿ ಮಾತನಾಡಿದ ಅವರು, ಶಾಸನಗಳು ಇತಿಹಾಸದ ಪ್ರಮುಖ ಆಧಾರಗಳು. ಅವುಗಳ ಸಂರಕ್ಷಣೆ ಎಲ್ಲರ ಕರ್ತವ್ಯ. ಶಿಕಾರಿಪುರ ತಾಲೂಕಿನಲ್ಲಿ ನೂರಾರು ಶಾಸನಗಳು ಪತ್ತೆಯಾಗಿವೆ. ಬಳ್ಳಿಗಾವಿ ಪ್ರದೇಶ ಚಾಲುಕ್ಯ, ಹೊಯ್ಸಳರ ಕಾಲದಲ್ಲಿ ಪ್ರಮುಖ ಕೇಂದ್ರವಾಗಿತ್ತು. <box>492 1242 708 1304</box>
ravikumar-dateline: ಶಿವಮೊಗ್ಗ : <box>472 992 499 1000</box>
temple-caption-text: ರೈಲ್ವೆ ನಿಲ್ದಾಣದ ಬಳಿಯ ಶ್ರೀ ರಂಗನಾಥ ಸ್ವಾಮಿ ದೇವಾಲಯದಲ್ಲಿ ನಡೆದ ವಾರ್ಷಿಕ ಜಾತ್ರಾ ಮಹೋತ್ಸವದ ಅಂಗವಾಗಿ ಭಕ್ತರು ಪೂಜೆ ಸಲ್ಲಿಸಿದರು. ಧಾರ್ಮಿಕ ಕಾರ್ಯಕ್ರಮಗಳು, ಅಲಂಕಾರ, ಮಹಾಮಂಗಳಾರತಿ ಹಾಗೂ ಅನ್ನಸಂತರ್ಪಣೆ ನೆರವೇರಿತು. ಸಹಸ್ರಾರು ಭಕ್ತರು ಪಾಲ್ಗೊಂಡು ದೇವರ ದರ್ಶನ ಪಡೆದರು. <box>206 240 422 275</box>
adike-cell: ಚಾಲಿ-31,719-33,510 <box>110 198 165 204</box>
sports-dateline: ಸಾಗರ : <box>28 1246 50 1254</box>
sports-body-a <box>28 1246 136 1474</box>
gangamata-body-c <box>792 546 918 716</box>
reg-dot <box>100 1484 106 1490</box>
adike-box <box>28 146 193 260</box>
lead-story <box>206 318 648 723</box>
lead-quote-head: ಶಾಶ್ವತ ಪರಿಹಾರಕ್ಕೆ ಪ್ರಾಮಾಣಿಕ ಯತ್ನ <box>436 530 566 543</box>
adike-title-b: ಧಾರಣೆ <box>82 146 110 160</box>
puneeth-text-a: ಕರ್ನಾಟಕ ರತ್ನ, ಪದ್ಮಶ್ರೀ ಪುನೀತ್ ರಾಜ್‌ಕುಮಾರ್ ಅವರು ಈ ನಾಡಿನ ಸಾಂಸ್ಕೃತಿಕ ನಾಯಕ ಎಂದು ಎಐಕೆಎಸ್ ರಾಜ್ಯ ಕಾರ್ಯದರ್ಶಿ ಕೋಗಲೂರು ತಿಪ್ಪೇಸ್ವಾಮಿ ಹೇಳಿದರು. ಡಾ. ಪುನೀತ್ ರಾಜ್‌ಕುಮಾರ್ ಅಭಿಮಾನಿ ಸಂಘದ ವತಿಯಿಂದ ನಗರದಲ್ಲಿ ಆಯೋಜಿಸಿದ್ದ ಪುನೀತ್ ಹುಟ್ಟುಹಬ್ಬ ಆಚರಣೆ ಕಾರ್ಯಕ್ರಮದಲ್ಲಿ ಮಾತನಾಡಿದ ಅವರು, ಪುನೀತ್ ಅವರು ತಮ್ಮ ಸರಳತೆ, ಸಮಾಜ ಸೇವೆಯ ಮೂಲಕ ಕೋಟ್ಯಂತರ ಜನರ ಮನ ಗೆದ್ದಿದ್ದಾರೆ. ಅವರ ಆದರ್ಶಗಳನ್ನು ಯುವ ಪೀಳಿಗೆ ಅಳವಡಿಸಿಕೊಳ್ಳಬೇಕು ಎಂದರು. ನೂರಾರು ಅನಾಥ ಮಕ್ಕಳಿಗೆ ಶಿಕ್ಷಣ, ವೃದ್ಧಾಶ್ರಮ, ಗೋಶಾಲೆಗಳಿಗೆ ನೆರವು ನೀಡಿ ಮಾನವೀಯತೆ ಮೆರೆದಿದ್ದರು. <box>206 918 330 1025</box>
keredu-text-a: ತಾಲೂಕಿನ ನೀಚಡಿ ಗ್ರಾಮದಲ್ಲಿ ಆಲೆಮನೆ ಉತ್ಸವದೊಂದಿಗೆ ಕೆರೆಹಬ್ಬ ಆಚರಿಸಲಾಯಿತು. ಗ್ರಾಮದ ಕೆರೆಯ ಸಂರಕ್ಷಣೆ ಹಾಗೂ ಗ್ರಾಮೀಣ ಸಂಸ್ಕೃತಿಯ ಉಳಿವಿಗಾಗಿ ಈ ಉತ್ಸವ ಆಯೋಜಿಸಲಾಗಿತ್ತು. ಕಬ್ಬಿನ ಹಾಲು, ಬೆಲ್ಲ ತಯಾರಿಕೆ, ಜಾನಪದ ಆಟಗಳು, ಸಾಂಸ್ಕೃತಿಕ ಕಾರ್ಯಕ್ರಮಗಳು ನಡೆದವು. ಸಾವಿರಾರು ಜನರು ಭಾಗವಹಿಸಿ ಸಂಭ್ರಮಿಸಿದರು. ಗ್ರಾಮಸ್ಥರು ಸಾಂಪ್ರದಾಯಿಕ ಉಡುಗೆ ತೊಟ್ಟು ಪಾಲ್ಗೊಂಡಿದ್ದರು. ಕೆರೆಗಳು ಗ್ರಾಮದ ಜೀವನಾಡಿ. ಅವುಗಳ ರಕ್ಷಣೆ ಎಲ್ಲರ ಕರ್ತವ್ಯ ಎಂದು ಮುಖಂಡರು ಹೇಳಿದರು. ಆಲೆಮನೆಯಲ್ಲಿ ತಯಾರಿಸಿದ ಬಿಸಿ ಬೆಲ್ಲ, ಕಬ್ಬಿನ ಹಾಲು ಸವಿದರು. <box>472 760 612 840</box>
gangamata-body-a <box>656 436 786 716</box>
left-story-4 <box>28 1074 193 1170</box>
left-story-3-head: ಪರಿಸರದ ಧ್ವನಿಯಾದವರು ಮಲೆನಾಡ ಕವಿಗಳು: ರಮೇಶ್ ಹೆಗಡೆ ಗುಂಡೂಮನೆ <box>28 527 181 576</box>
column-rule <box>466 730 467 1176</box>
keredu-body-b <box>778 760 918 956</box>
reg-dot <box>598 1484 604 1490</box>
sports-photo-1 <box>144 1248 284 1304</box>
rotary-text: ಸಮಾಜದಲ್ಲಿ ಸೇವಾ ಚಟುವಟಿಕೆಗಳನ್ನು ಮಾಡುವಲ್ಲಿ ರೋಟರಿ ಸಂಸ್ಥೆಯ ಪಾತ್ರ ಹೆಚ್ಚು ಮಹತ್ವದ್ದು ಎಂದು ರೋಟರಿ ಜಿಲ್ಲಾ ಗವರ್ನರ್ ಹೇಳಿದರು. ರೋಟರಿ ವಿದ್ಯಾನಗರ ವತಿಯಿಂದ ಆಯೋಜಿಸಿದ್ದ ಕಾರ್ಯಕ್ರಮದಲ್ಲಿ ಮಾತನಾಡಿದ ಅವರು, ರೋಟರಿ ಸಂಸ್ಥೆಯು ವಿಶ್ವದಾದ್ಯಂತ ಆರೋಗ್ಯ, ಶಿಕ್ಷಣ, ಪರಿಸರ ಸಂರಕ್ಷಣೆ ಕ್ಷೇತ್ರಗಳಲ್ಲಿ ಅನೇಕ ಸೇವಾ ಕಾರ್ಯಗಳನ್ನು ಮಾಡುತ್ತಿದೆ. ಪೋಲಿಯೋ ನಿರ್ಮೂಲನೆಗೆ ರೋಟರಿ ಸಂಸ್ಥೆಯ ಕೊಡುಗೆ ಅಪಾರವಾಗಿದೆ. ಸದಸ್ಯರು ಸಮಾಜ ಸೇವೆಯಲ್ಲಿ ಸಕ್ರಿಯವಾಗಿ ತೊಡಗಿಸಿಕೊಳ್ಳಬೇಕು ಎಂದರು. ಸಮಾರಂಭದಲ್ಲಿ ವಿವಿಧ ಸೇವಾ ಯೋಜನೆಗಳಿಗೆ ಚಾಲನೆ ನೀಡಲಾಯಿತು. ಕಾರ್ಯಕ್ರಮದ ಅಧ್ಯಕ್ಷತೆಯನ್ನು ರೋಟರಿ ಅಧ್ಯಕ್ಷರು ವಹಿಸಿದ್ದರು. ಕಾರ್ಯದರ್ಶಿ, ಮಾಜಿ ಅಧ್ಯಕ್ಷರು ಹಾಗೂ ಸದಸ್ಯರು ಉಪಸ್ಥಿತರಿದ್ದರು. ಸಮಾಜದ ಎಲ್ಲರೂ ಸೇವಾ ಮನೋಭಾವ ಬೆಳೆಸಿಕೊಳ್ಳಬೇಕು. ಬಡವರಿಗೆ ನೆರವಾಗುವ ಕೆಲಸ ಮಾಡಬೇಕು ಎಂದು ಕರೆ ನೀಡಿದರು. <box>444 114 684 185</box>
sports-text-c: ಕಾರ್ಯಕ್ರಮದ ಅಧ್ಯಕ್ಷತೆಯನ್ನು ಕ್ಷೇತ್ರ ಶಿಕ್ಷಣಾಧಿಕಾರಿ ವಹಿಸಿದ್ದರು. ಶಿಕ್ಷಕರ ಸಂಘದ ಅಧ್ಯಕ್ಷರು, ಪದಾಧಿಕಾರಿಗಳು, ದೈಹಿಕ ಶಿಕ್ಷಣ ಪರಿವೀಕ್ಷಕರು, ಸಿಆರ್‌ಪಿಗಳು ಉಪಸ್ಥಿತರಿದ್ದರು. ವಿವಿಧ ಕ್ರೀಡಾ ಸ್ಪರ್ಧೆಗಳಲ್ಲಿ ತಾಲೂಕಿನ ನೂರಾರು ಶಿಕ್ಷಕರು ಪಾಲ್ಗೊಂಡಿದ್ದರು. <box>258 1310 366 1363</box>
adike-col2-head: ಸಾಗರ <box>118 172 134 181</box>
max-temp: 37 <box>512 42 540 66</box>
kirusuddi-label-b: ಸುದ್ದಿ <box>120 100 149 121</box>
adike-cell: ಸಿಪ್ಪೆಗೋಟು-15,691-16,699 <box>110 228 177 234</box>
road-caption <box>692 248 918 312</box>
melkar-dateline: ಶಿಕಾರಿಪುರ : <box>492 1242 521 1250</box>
rotary-body <box>444 114 684 310</box>
ravikumar-story <box>472 966 918 1176</box>
left-story-3-body <box>28 682 193 1070</box>
min-temp-label: ಕನಿಷ್ಠ <box>555 32 567 40</box>
sports-story <box>28 1188 482 1478</box>
left-story-1-dateline: ಶಿವಮೊಗ್ಗ : <box>28 299 55 307</box>
adike-cell: ರಾಶಿ-24,509-51,129 <box>110 188 164 194</box>
lead-text-a: ಸುಮಾರು 3 ಕೋಟಿ ರೂ. ವೆಚ್ಚದಲ್ಲಿ ಬಾರೇಹಳ್ಳ ಜಲಾಶಯದ ಅಭಿವೃದ್ಧಿ ಕಾಮಗಾರಿ ನಡೆಯಲಿದ್ದು, ಮುಂದಿನ ಬೇಸಿಗೆ ಒಳಗೆ ಕಾಮಗಾರಿ ಪೂರ್ಣಗೊಳಿಸಲು ಸೂಚಿಸಲಾಗಿದೆ ಎಂದು ಸಚಿವ ಮಧು ಬಂಗಾರಪ್ಪ ಹೇಳಿದರು. ಭಾನುವಾರ ಬೆಳ್ಳಿ ಬಾರೇಹಳ್ಳ ಜಲಾಶಯ ಕಾಮಗಾರಿಗೆ ಭೂಮಿಪೂಜೆ ನೆರವೇರಿಸಿ ಮಾತನಾಡಿದ ಅವರು, ಈ ಭಾಗದ ರೈತರ ಬಹುದಿನಗಳ ಬೇಡಿಕೆ ಇಂದು ಈಡೇರುತ್ತಿದೆ. ಜಲಾಶಯ ಅಭಿವೃದ್ಧಿಯಿಂದ ನೂರಾರು ಎಕರೆ ಕೃಷಿ ಭೂಮಿಗೆ ನೀರಾವರಿ ಸೌಲಭ್ಯ ದೊರೆಯಲಿದೆ. ಅಂತರ್ಜಲ ಮಟ್ಟ ಹೆಚ್ಚಲಿದ್ದು, ಕುಡಿಯುವ ನೀರಿನ ಸಮಸ್ಯೆಯೂ ಬಗೆಹರಿಯಲಿದೆ. ರಾಜ್ಯ ಸರ್ಕಾರ ರೈತರ ಹಿತ ಕಾಯಲು ಬದ್ಧವಾಗಿದೆ. ಗ್ರಾಮೀಣ ಭಾಗದ ಕೆರೆಗಳ ಅಭಿವೃದ್ಧಿಗೆ ಹೆಚ್ಚಿನ ಅನುದಾನ ಒದಗಿಸಲಾಗುತ್ತಿದೆ. ಕಾಮಗಾರಿಯನ್ನು ಗುಣಮಟ್ಟದಿಂದ ನಿಗದಿತ ಅವಧಿಯೊಳಗೆ ಪೂರ್ಣಗೊಳಿಸಬೇಕು ಎಂದು ಗುತ್ತಿಗೆದಾರರಿಗೆ ಸೂಚನೆ ನೀಡಿದರು. <box>206 394 421 474</box>
puneeth-text-b: ಕಾರ್ಯಕ್ರಮದಲ್ಲಿ ಸಾಂಸ್ಕೃತಿಕ ಚಟುವಟಿಕೆಗಳು, ರಕ್ತದಾನ ಶಿಬಿರ ನಡೆಯಿತು. ಅಭಿಮಾನಿಗಳು ಕೇಕ್ ಕತ್ತರಿಸಿ ಸಂಭ್ರಮಿಸಿದರು. ಅನ್ನದಾನ ನೆರವೇರಿತು. ಸಂಘದ ಅಧ್ಯಕ್ಷರು, ಪದಾಧಿಕಾರಿಗಳು, ಸ್ಥಳೀಯ ಮುಖಂಡರು ಹಾಗೂ ನೂರಾರು ಅಭಿಮಾನಿಗಳು ಭಾಗವಹಿಸಿದ್ದರು. ಪುನೀತ್ ಅವರ ಚಿತ್ರಗಳ ಹಾಡುಗಳಿಗೆ ಮಕ್ಕಳು ನೃತ್ಯ ಪ್ರದರ್ಶಿಸಿದರು. ಪುನೀತ್ ಅವರ ಸೇವಾ ಕಾರ್ಯಗಳನ್ನು ಸ್ಮರಿಸಲಾಯಿತು. ಕನ್ನಡ ನಾಡು ನುಡಿಯ ಸೇವೆಯಲ್ಲಿ ಅವರ ಕುಟುಂಬದ ಕೊಡುಗೆ ಅಪಾರ. ಅಪ್ಪು ಅವರ ಹೆಸರಿನಲ್ಲಿ ಸಮಾಜ ಸೇವಾ ಕಾರ್ಯಗಳನ್ನು ಮುಂದುವರಿಸಲಾಗುವುದು ಎಂದು ಸಂಘದ ಪದಾಧಿಕಾರಿಗಳು ತಿಳಿಸಿದರು. <box>338 918 462 1016</box>
lead-body-a <box>206 394 421 718</box>
gangamata-quote-by: ಎನ್.ಶ್ರೀನಿವಾಸ್, ಗಂಗಾಮತ ನೌಕರರ ಕ್ಷೇಮಾಭಿವೃದ್ಧಿ ಸಂಘದ ರಾಜ್ಯಾಧ್ಯಕ್ಷ <box>792 482 904 499</box>
left-story-4-head: ಬಷೀರುನ್ನೀಸ ನಿಧನ <box>28 1074 108 1089</box>
left-story-3-photo <box>28 584 193 676</box>
band-yellow <box>473 1180 918 1184</box>
sports-text-a: ಮಾನಸಿಕ ಒತ್ತಡ ನಿವಾರಣೆಗೆ ಕ್ರೀಡೆ ಸಹಕಾರಿಯಾಗಿದ್ದು, ಶಿಕ್ಷಕರು ದಿನನಿತ್ಯದ ಕರ್ತವ್ಯದ ನಡುವೆ ಕ್ರೀಡೆಗೂ ಸಮಯ ಮೀಸಲಿಡಬೇಕು ಎಂದು ಶಾಸಕ ಗೋಪಾಲಕೃಷ್ಣ ಬೇಳೂರು ಹೇಳಿದರು. ನಗರದ ನೆಹರು ಮೈದಾನದಲ್ಲಿ ಶಾಲಾ ಶಿಕ್ಷಣ ಇಲಾಖೆ ಹಾಗೂ ಪ್ರಾಥಮಿಕ ಶಾಲಾ ಶಿಕ್ಷಕರ ಸಂಘದ ವತಿಯಿಂದ ಆಯೋಜಿಸಿದ್ದ ತಾಲೂಕು ಮಟ್ಟದ ಶಿಕ್ಷಕರ ಕ್ರೀಡಾಕೂಟ ಉದ್ಘಾಟಿಸಿ ಮಾತನಾಡಿದರು. <box>28 1246 136 1317</box>
paper-tagline: ರಾಷ್ಟ್ರ ಜಾಗೃತಿಯ ದೈನಿಕ <box>786 55 824 61</box>
column-rule <box>487 1188 488 1478</box>
puneeth-head: ಪುನೀತ್‌ರಾಜ್‌ಕುಮಾರ್ ನಾಡಿನ ಸಾಂಸ್ಕೃತಿಕ ನಾಯಕ : ಕೋಗಲೂರು ತಿಪ್ಪೇಸ್ವಾಮಿ <box>206 732 425 766</box>
left-story-2 <box>28 376 193 518</box>
